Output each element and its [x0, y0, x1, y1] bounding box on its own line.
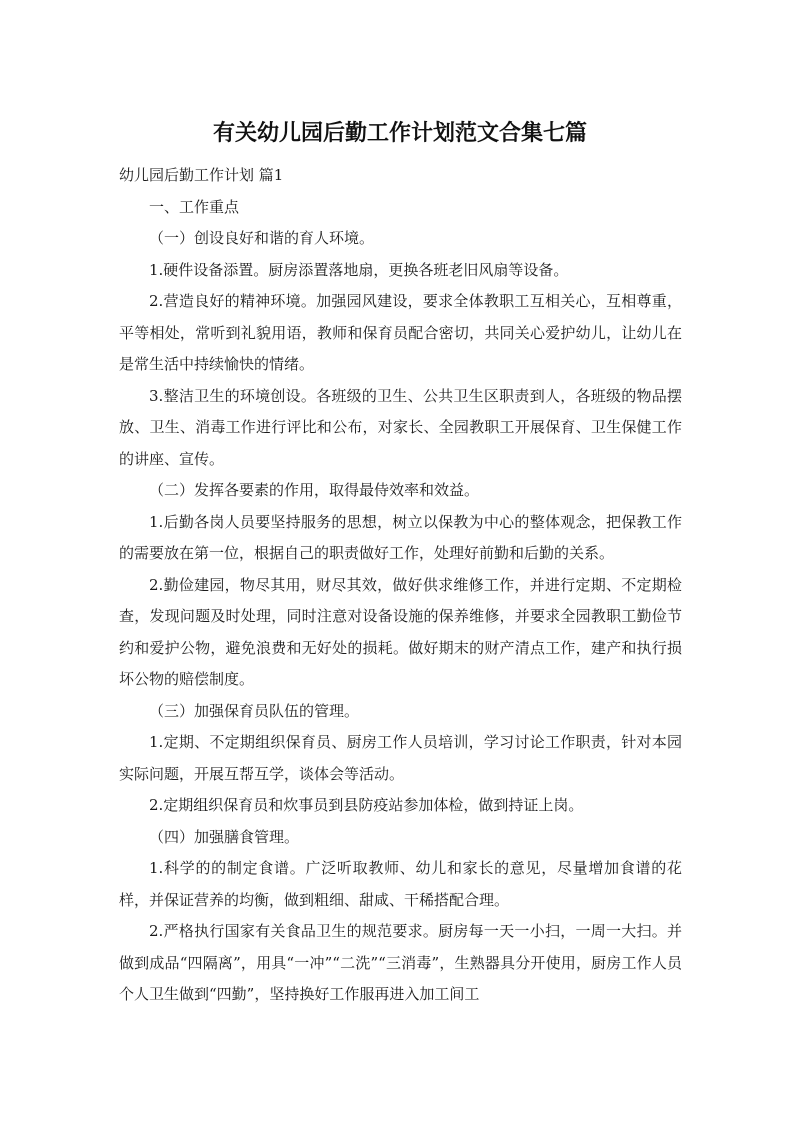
document-title: 有关幼儿园后勤工作计划范文合集七篇 [212, 121, 587, 146]
document-body [119, 160, 682, 1011]
paragraph: 2.定期组织保育员和炊事员到县防疫站参加体检，做到持证上岗。 [149, 796, 584, 814]
paragraph: 一、工作重点 [149, 197, 240, 216]
paragraph: 1.后勤各岗人员要坚持服务的思想，树立以保教为中心的整体观念，把保教工作的需要放在第一位，根据自己的职责做好工作，处理好前勤和后勤的关系。 [119, 512, 682, 562]
paragraph: 2.营造良好的精神环境。加强园风建设，要求全体教职工互相关心，互相尊重，平等相处，常听到礼貌用语，教师和保育员配合密切，共同关心爱护幼儿，让幼儿在是常生活中持续愉快的情绪。 [119, 292, 682, 373]
paragraph: （三）加强保育员队伍的管理。 [149, 701, 360, 720]
paragraph: 2.勤俭建园，物尽其用，财尽其效，做好供求维修工作，并进行定期、不定期检查，发现问题及时处理，同时注意对设备设施的保养维修，并要求全园教职工勤俭节约和爱护公物，避免浪费和无好处的损耗。做好期末的财产清点工作，建产和执行损坏公物的赔偿制度。 [119, 575, 682, 688]
paragraph: （一）创设良好和谐的育人环境。 [149, 229, 375, 247]
paragraph: 3.整洁卫生的环境创设。各班级的卫生、公共卫生区职责到人，各班级的物品摆放、卫生、消毒工作进行评比和公布，对家长、全园教职工开展保育、卫生保健工作的讲座、宣传。 [119, 386, 682, 468]
section-heading: 幼儿园后勤工作计划 篇1 [119, 166, 284, 184]
paragraph: 2.严格执行国家有关食品卫生的规范要求。厨房每一天一小扫，一周一大扫。并做到成品“四隔离”，用具“一冲”“二洗”“三消毒”，生熟器具分开使用，厨房工作人员个人卫生做到“四勤”，坚持换好工作服再进入加工间工 [119, 922, 682, 1003]
paragraph: 1.科学的的制定食谱。广泛听取教师、幼儿和家长的意见，尽量增加食谱的花样，并保证营养的均衡，做到粗细、甜咸、干稀搭配合理。 [119, 859, 682, 909]
paragraph: 1.定期、不定期组织保育员、厨房工作人员培训，学习讨论工作职责，针对本园实际问题，开展互帮互学，谈体会等活动。 [119, 733, 682, 783]
paragraph: （二）发挥各要素的作用，取得最侍效率和效益。 [149, 481, 480, 499]
paragraph: 1.硬件设备添置。厨房添置落地扇，更换各班老旧风扇等设备。 [149, 260, 569, 279]
paragraph: （四）加强膳食管理。 [149, 827, 300, 846]
